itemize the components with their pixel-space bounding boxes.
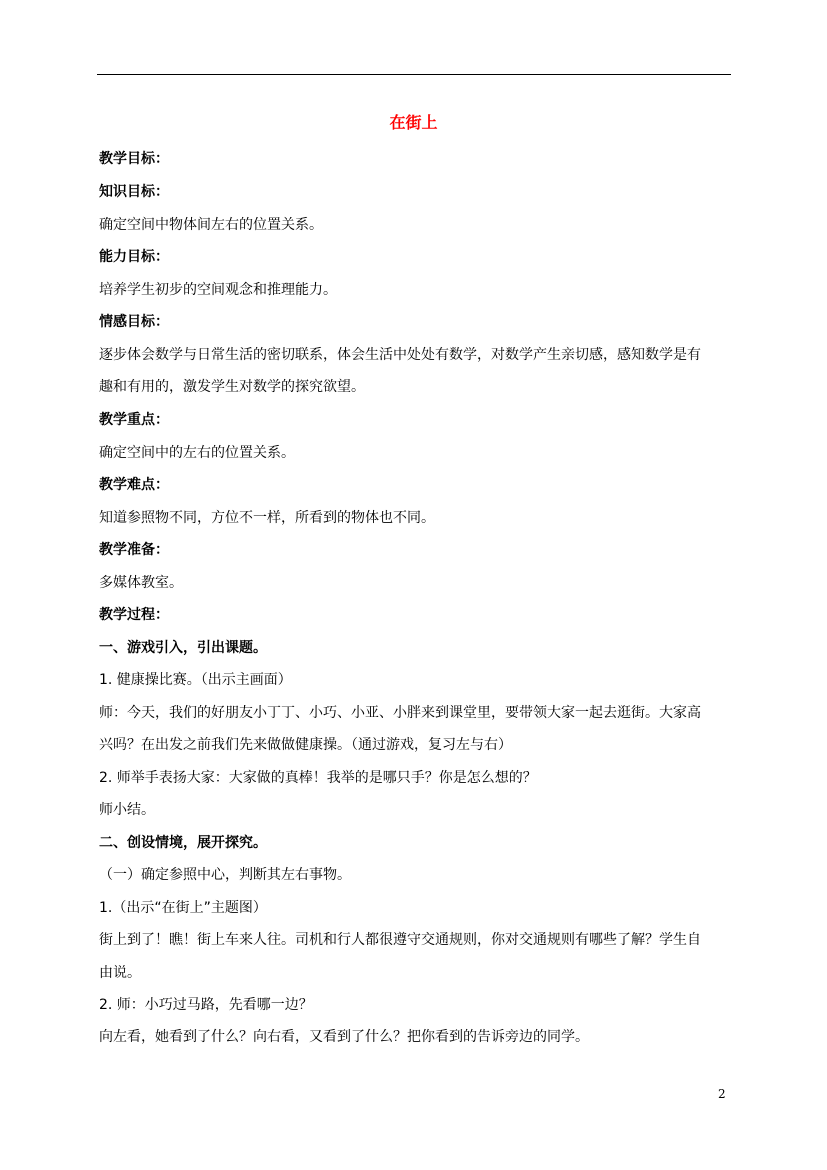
paragraph-line: 2. 师举手表扬大家：大家做的真棒！我举的是哪只手？你是怎么想的？ (99, 770, 537, 786)
paragraph-line: 师：今天，我们的好朋友小丁丁、小巧、小亚、小胖来到课堂里，要带领大家一起去逛街。大家高 (99, 705, 701, 721)
header-rule (97, 74, 731, 75)
paragraph-line: 确定空间中物体间左右的位置关系。 (99, 217, 323, 233)
paragraph-line: 兴吗？在出发之前我们先来做做健康操。（通过游戏，复习左与右） (99, 737, 512, 753)
heading-difficulties: 教学难点： (99, 477, 169, 493)
paragraph-line: 1. 健康操比赛。（出示主画面） (99, 672, 292, 688)
heading-knowledge-goals: 知识目标： (99, 184, 169, 200)
paragraph-line: （一）确定参照中心，判断其左右事物。 (99, 867, 351, 883)
section-heading-2: 二、创设情境，展开探究。 (99, 835, 267, 851)
paragraph-line: 知道参照物不同，方位不一样，所看到的物体也不同。 (99, 510, 435, 526)
paragraph-line: 多媒体教室。 (99, 575, 183, 591)
heading-key-points: 教学重点： (99, 412, 169, 428)
heading-preparation: 教学准备： (99, 542, 169, 558)
page-number: 2 (718, 1087, 726, 1101)
paragraph-line: 师小结。 (99, 802, 155, 818)
section-heading-1: 一、游戏引入，引出课题。 (99, 640, 267, 656)
heading-process: 教学过程： (99, 607, 169, 623)
paragraph-line: 逐步体会数学与日常生活的密切联系，体会生活中处处有数学，对数学产生亲切感，感知数学是有 (99, 347, 701, 363)
heading-teaching-goals: 教学目标： (99, 151, 169, 167)
paragraph-line: 趣和有用的，激发学生对数学的探究欲望。 (99, 379, 365, 395)
paragraph-line: 2. 师：小巧过马路，先看哪一边？ (99, 997, 313, 1013)
paragraph-line: 由说。 (99, 965, 141, 981)
paragraph-line: 培养学生初步的空间观念和推理能力。 (99, 282, 337, 298)
paragraph-line: 1.（出示“在街上”主题图） (99, 900, 267, 916)
heading-ability-goals: 能力目标： (99, 249, 169, 265)
heading-emotion-goals: 情感目标： (99, 314, 169, 330)
paragraph-line: 确定空间中的左右的位置关系。 (99, 445, 295, 461)
paragraph-line: 街上到了！瞧！街上车来人往。司机和行人都很遵守交通规则，你对交通规则有哪些了解？学生自 (99, 932, 701, 948)
document-title: 在街上 (389, 113, 438, 132)
paragraph-line: 向左看，她看到了什么？向右看，又看到了什么？把你看到的告诉旁边的同学。 (99, 1029, 589, 1045)
